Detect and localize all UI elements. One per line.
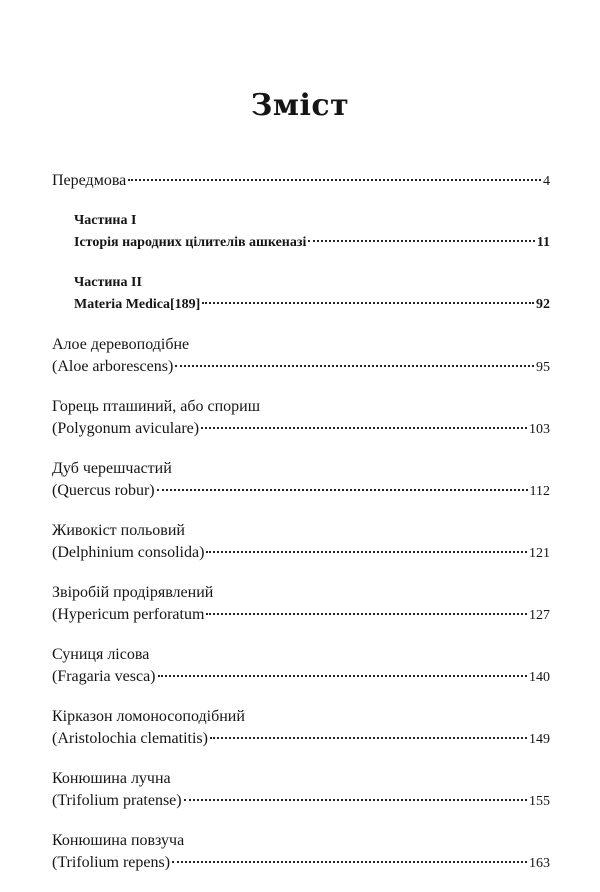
toc-row xyxy=(52,480,550,502)
toc-entry-title: Історія народних цілителів ашкеназі xyxy=(74,235,307,250)
plant-common-name: Конюшина лучна xyxy=(52,770,171,787)
toc-row xyxy=(52,728,550,750)
dot-leader xyxy=(175,365,534,367)
table-of-contents xyxy=(52,170,550,892)
plant-common-name: Живокіст польовий xyxy=(52,522,185,539)
toc-row xyxy=(52,170,550,192)
toc-row xyxy=(52,666,550,688)
toc-entry-preface xyxy=(52,170,550,192)
plant-latin-name: (Quercus robur) xyxy=(52,482,155,499)
toc-entry-plant xyxy=(52,644,550,688)
page-number: 11 xyxy=(536,235,550,250)
toc-entry-part-1 xyxy=(52,210,550,254)
page-number: 112 xyxy=(529,484,550,499)
toc-row xyxy=(52,852,550,874)
dot-leader xyxy=(308,240,534,242)
toc-entry-part-2 xyxy=(52,272,550,316)
part-label: Частина II xyxy=(74,275,142,290)
plant-common-name: Кірказон ломоносоподібний xyxy=(52,708,245,725)
toc-row xyxy=(74,294,550,316)
plant-common-name: Конюшина повзуча xyxy=(52,832,185,849)
page-number: 121 xyxy=(529,546,550,561)
dot-leader xyxy=(206,613,527,615)
toc-entry-title: Передмова xyxy=(52,172,127,189)
page-number: 163 xyxy=(529,856,550,871)
plant-latin-name: (Trifolium repens) xyxy=(52,854,171,871)
dot-leader xyxy=(210,737,527,739)
dot-leader xyxy=(201,427,527,429)
plant-latin-name: (Trifolium pratense) xyxy=(52,792,182,809)
dot-leader xyxy=(158,675,528,677)
page-number: 95 xyxy=(536,360,550,375)
dot-leader xyxy=(172,861,527,863)
plant-common-name: Алое деревоподібне xyxy=(52,336,190,353)
page-number: 92 xyxy=(536,297,550,312)
plant-latin-name: (Polygonum aviculare) xyxy=(52,420,200,437)
page-number: 103 xyxy=(529,422,550,437)
toc-entry-title: Materia Medica[189] xyxy=(74,297,201,312)
toc-entry-plant xyxy=(52,706,550,750)
part-label: Частина I xyxy=(74,213,137,228)
plant-common-name: Суниця лісова xyxy=(52,646,150,663)
dot-leader xyxy=(184,799,527,801)
plant-latin-name: (Hypericum perforatum xyxy=(52,606,205,623)
plant-latin-name: (Fragaria vesca) xyxy=(52,668,156,685)
toc-row xyxy=(52,356,550,378)
toc-entry-plant xyxy=(52,396,550,440)
dot-leader xyxy=(157,489,528,491)
toc-row xyxy=(52,790,550,812)
page-number: 140 xyxy=(529,670,550,685)
toc-row xyxy=(52,542,550,564)
toc-entry-plant xyxy=(52,334,550,378)
plant-latin-name: (Aloe arborescens) xyxy=(52,358,174,375)
plant-latin-name: (Aristolochia clematitis) xyxy=(52,730,208,747)
toc-entry-plant xyxy=(52,768,550,812)
page-number: 155 xyxy=(529,794,550,809)
page-number: 4 xyxy=(543,174,550,189)
toc-entry-plant xyxy=(52,520,550,564)
toc-row xyxy=(74,232,550,254)
page-title: Зміст xyxy=(250,88,350,123)
plant-common-name: Дуб черешчастий xyxy=(52,460,172,477)
toc-row xyxy=(52,604,550,626)
toc-row xyxy=(52,418,550,440)
toc-entry-plant xyxy=(52,582,550,626)
page-number: 149 xyxy=(529,732,550,747)
plant-common-name: Горець пташиний, або спориш xyxy=(52,398,261,415)
dot-leader xyxy=(128,179,541,181)
plant-latin-name: (Delphinium consolida) xyxy=(52,544,205,561)
dot-leader xyxy=(206,551,527,553)
plant-common-name: Звіробій продірявлений xyxy=(52,584,214,601)
page-number: 127 xyxy=(529,608,550,623)
toc-entry-plant xyxy=(52,458,550,502)
dot-leader xyxy=(202,302,534,304)
toc-entry-plant xyxy=(52,830,550,874)
